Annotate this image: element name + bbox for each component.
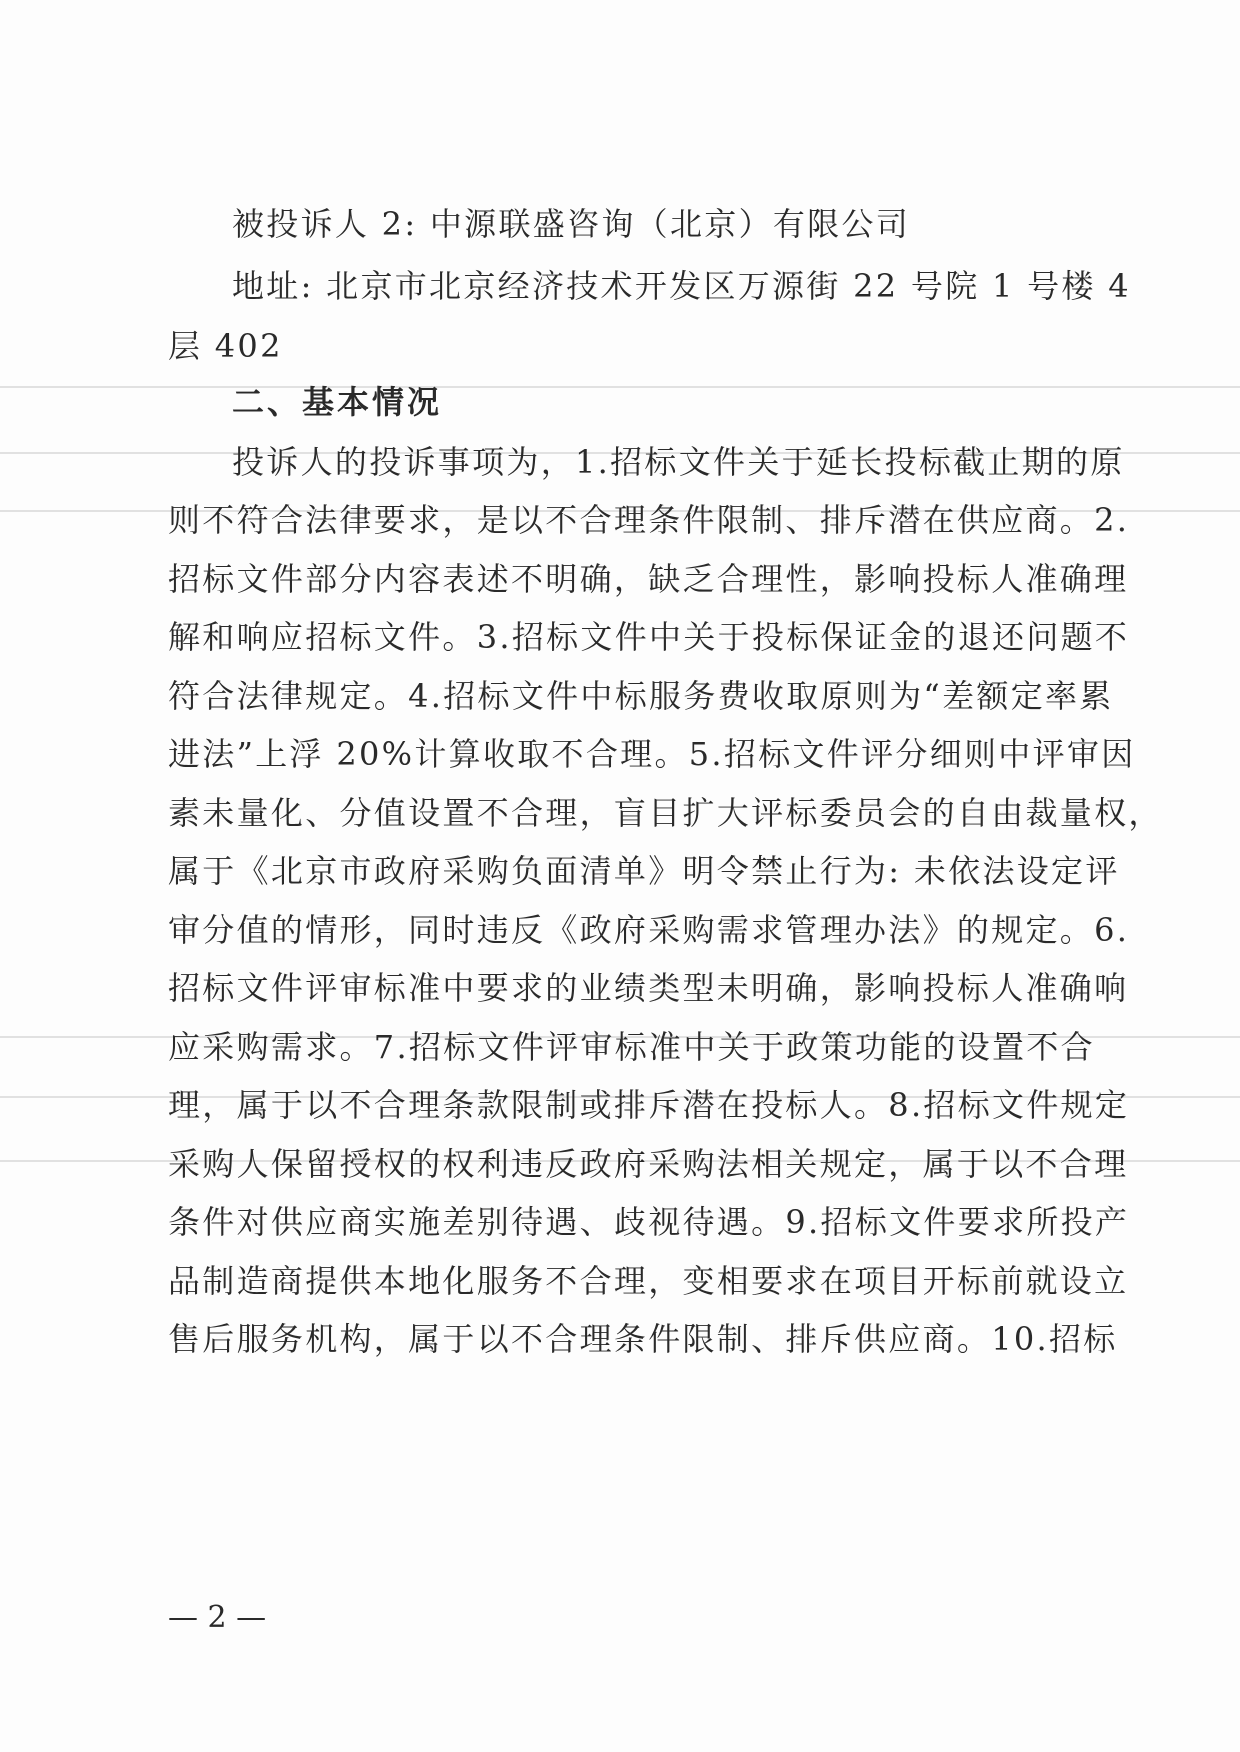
body-line: 采购人保留授权的权利违反政府采购法相关规定，属于以不合理 [168, 1145, 1129, 1183]
address-line: 地址: 北京市北京经济技术开发区万源街 22 号院 1 号楼 4 [232, 267, 1131, 305]
body-line: 售后服务机构，属于以不合理条件限制、排斥供应商。10.招标 [168, 1320, 1118, 1358]
body-line: 进法”上浮 20%计算收取不合理。5.招标文件评分细则中评审因 [168, 735, 1136, 773]
body-line: 解和响应招标文件。3.招标文件中关于投标保证金的退还问题不 [168, 618, 1130, 656]
body-line: 属于《北京市政府采购负面清单》明令禁止行为: 未依法设定评 [168, 852, 1120, 890]
body-line: 投诉人的投诉事项为，1.招标文件关于延长投标截止期的原 [232, 443, 1125, 481]
body-line: 招标文件评审标准中要求的业绩类型未明确，影响投标人准确响 [168, 969, 1129, 1007]
body-line: 品制造商提供本地化服务不合理，变相要求在项目开标前就设立 [168, 1262, 1129, 1300]
body-line: 则不符合法律要求，是以不合理条件限制、排斥潜在供应商。2. [168, 501, 1130, 539]
body-line: 素未量化、分值设置不合理，盲目扩大评标委员会的自由裁量权， [168, 794, 1163, 832]
section-heading: 二、基本情况 [232, 383, 443, 421]
body-line: 审分值的情形，同时违反《政府采购需求管理办法》的规定。6. [168, 911, 1130, 949]
body-line: 条件对供应商实施差别待遇、歧视待遇。9.招标文件要求所投产 [168, 1203, 1130, 1241]
body-line: 应采购需求。7.招标文件评审标准中关于政策功能的设置不合 [168, 1028, 1095, 1066]
body-line: 符合法律规定。4.招标文件中标服务费收取原则为“差额定率累 [168, 677, 1114, 715]
page-number: — 2 — [168, 1600, 267, 1635]
body-line: 理，属于以不合理条款限制或排斥潜在投标人。8.招标文件规定 [168, 1086, 1130, 1124]
address-line-continued: 层 402 [168, 327, 283, 365]
body-line: 招标文件部分内容表述不明确，缺乏合理性，影响投标人准确理 [168, 560, 1129, 598]
respondent-line: 被投诉人 2: 中源联盛咨询（北京）有限公司 [232, 205, 911, 243]
